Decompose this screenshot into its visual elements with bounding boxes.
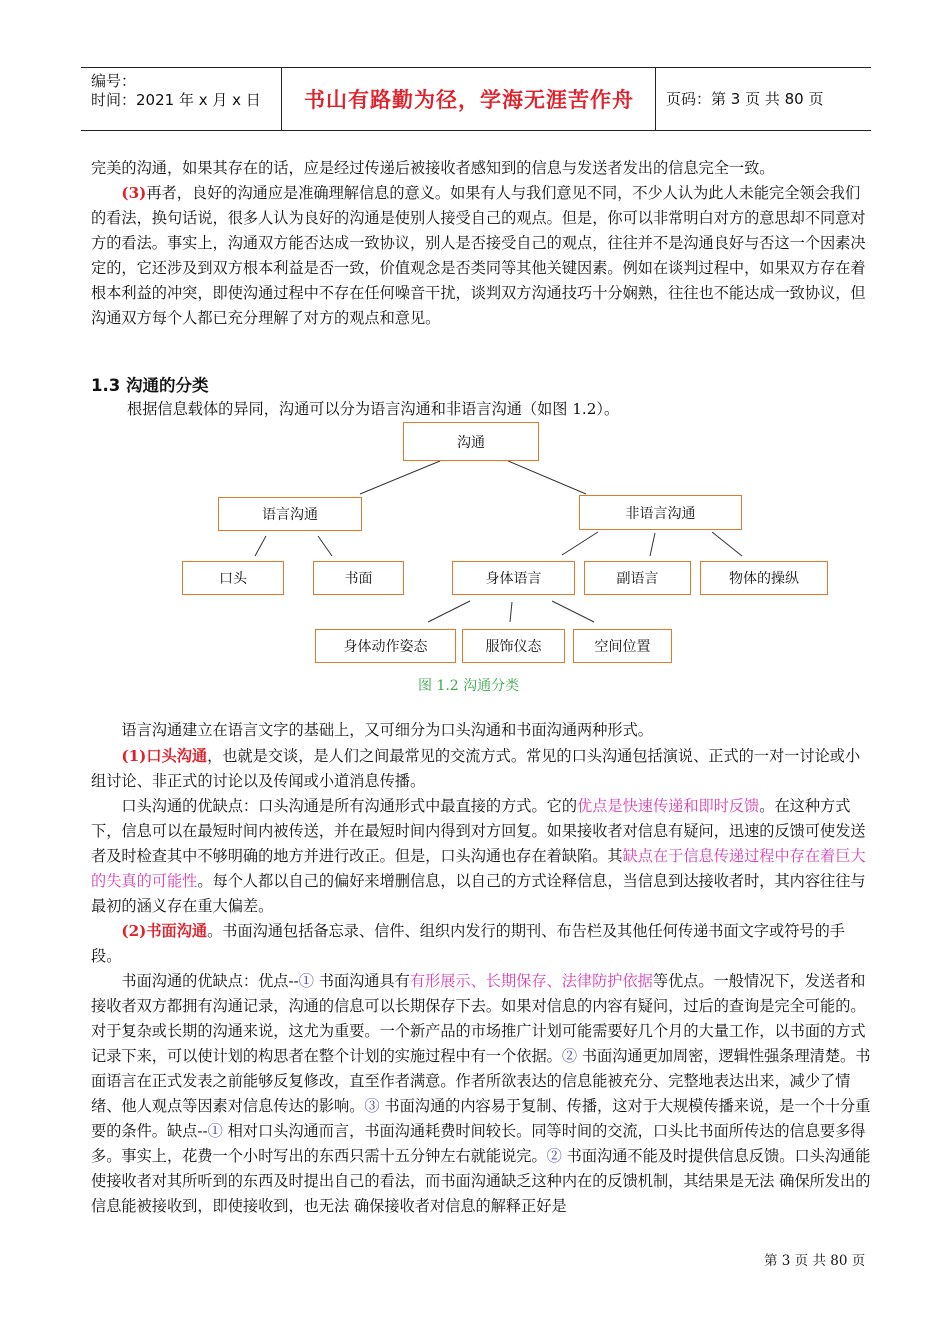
node-oral: 口头: [182, 561, 284, 595]
connector: [510, 602, 512, 622]
header-page-label: 页码：第 3 页 共 80 页: [666, 90, 824, 108]
connector: [508, 461, 586, 494]
connector: [318, 536, 332, 556]
node-spatial-position: 空间位置: [573, 629, 672, 663]
intro-paragraph: 完美的沟通，如果其存在的话，应是经过传递后被接收者感知到的信息与发送者发出的信息完全一致。: [91, 159, 775, 177]
footer-page-number: 第 3 页 共 80 页: [764, 1253, 866, 1269]
connector: [712, 532, 742, 556]
motto: 书山有路勤为径，学海无涯苦作舟: [304, 88, 634, 112]
connector: [428, 601, 470, 622]
connector: [562, 532, 598, 555]
node-nonverbal: 非语言沟通: [579, 495, 742, 530]
node-dress: 服饰仪态: [462, 629, 565, 663]
point-3-paragraph: (3)再者，良好的沟通应是准确理解信息的意义。如果有人与我们意见不同，不少人认为此人未能完全领会我们的看法，换句话说，很多人认为良好的沟通是使别人接受自己的观点。但是，你可以非常明白对方的意思却不同意对方的看法。事实上，沟通双方能否达成一致协议，别人是否接受自己的观点，往往并不是沟通良好与否这一个因素决定的，它还涉及到双方根本利益是否一致，价值观念是否类同等其他关键因素。例如在谈判过程中，如果双方存在着根本利益的冲突，即使沟通过程中不存在任何噪音干扰，谈判双方沟通技巧十分娴熟，往往也不能达成一致协议，但沟通双方每个人都已充分理解了对方的观点和意见。: [91, 184, 866, 327]
node-communication: 沟通: [403, 422, 539, 461]
verbal-intro: 语言沟通建立在语言文字的基础上，又可细分为口头沟通和书面沟通两种形式。: [121, 721, 653, 739]
node-paralanguage: 副语言: [584, 561, 691, 595]
connector: [255, 536, 266, 556]
oral-advantage-highlight: 优点是快速传递和即时反馈: [577, 797, 760, 815]
oral-disadvantage-highlight: 缺点在于信息传递过程中存在着巨大的失真的可能性: [91, 847, 866, 890]
oral-pros-cons: 口头沟通的优缺点：口头沟通是所有沟通形式中最直接的方式。它的优点是快速传递和即时反馈。在这种方式下，信息可以在最短时间内被传送，并在最短时间内得到对方回复。如果接收者对信息有疑问，迅速的反馈可使发送者及时检查其中不够明确的地方并进行改正。但是，口头沟通也存在着缺陷。其缺点在于信息传递过程中存在着巨大的失真的可能性。每个人都以自己的偏好来增删信息，以自己的方式诠释信息，当信息到达接收者时，其内容往往与最初的涵义存在重大偏差。: [91, 797, 866, 915]
node-verbal: 语言沟通: [218, 497, 362, 531]
oral-paragraph: (1)口头沟通，也就是交谈，是人们之间最常见的交流方式。常见的口头沟通包括演说、正式的一对一讨论或小组讨论、非正式的讨论以及传闻或小道消息传播。: [91, 747, 861, 790]
node-body-language: 身体语言: [452, 561, 575, 595]
section-intro: 根据信息载体的异同，沟通可以分为语言沟通和非语言沟通（如图 1.2）。: [127, 400, 620, 418]
section-title: 1.3 沟通的分类: [91, 376, 209, 395]
written-title: 书面沟通: [146, 922, 208, 940]
figure-caption: 图 1.2 沟通分类: [418, 678, 520, 694]
written-advantage-highlight: 有形展示、长期保存、法律防护依据: [409, 972, 653, 990]
connector: [650, 533, 655, 556]
oral-number: (1): [121, 747, 147, 765]
node-body-posture: 身体动作姿态: [315, 629, 456, 663]
node-object-manipulation: 物体的操纵: [700, 561, 828, 595]
oral-title: 口头沟通: [146, 747, 208, 765]
connector: [552, 601, 594, 622]
point-3-number: (3): [121, 184, 147, 202]
written-number: (2): [121, 922, 147, 940]
written-pros-cons: 书面沟通的优缺点：优点--① 书面沟通具有有形展示、长期保存、法律防护依据等优点。一般情况下，发送者和接收者双方都拥有沟通记录，沟通的信息可以长期保存下去。如果对信息的内容有疑问，过后的查询是完全可能的。对于复杂或长期的沟通来说，这尤为重要。一个新产品的市场推广计划可能需要好几个月的大量工作，以书面的方式记录下来，可以使计划的构思者在整个计划的实施过程中有一个依据。② 书面沟通更加周密，逻辑性强条理清楚。书面语言在正式发表之前能够反复修改，直至作者满意。作者所欲表达的信息能被充分、完整地表达出来，减少了情绪、他人观点等因素对信息传达的影响。③ 书面沟通的内容易于复制、传播，这对于大规模传播来说，是一个十分重要的条件。缺点--① 相对口头沟通而言，书面沟通耗费时间较长。同等时间的交流，口头比书面所传达的信息要多得多。事实上，花费一个小时写出的东西只需十五分钟左右就能说完。② 书面沟通不能及时提供信息反馈。口头沟通能使接收者对其所听到的东西及时提出自己的看法，而书面沟通缺乏这种内在的反馈机制，其结果是无法 确保所发出的信息能被接收到，即使接收到，也无法 确保接收者对信息的解释正好是: [91, 972, 871, 1215]
node-written: 书面: [313, 561, 404, 595]
connector: [360, 461, 440, 494]
number-label: 编号：: [91, 72, 137, 90]
written-paragraph: (2)书面沟通。书面沟通包括备忘录、信件、组织内发行的期刊、布告栏及其他任何传递书面文字或符号的手段。: [91, 922, 845, 965]
time-label: 时间：2021 年 x 月 x 日: [91, 91, 261, 109]
